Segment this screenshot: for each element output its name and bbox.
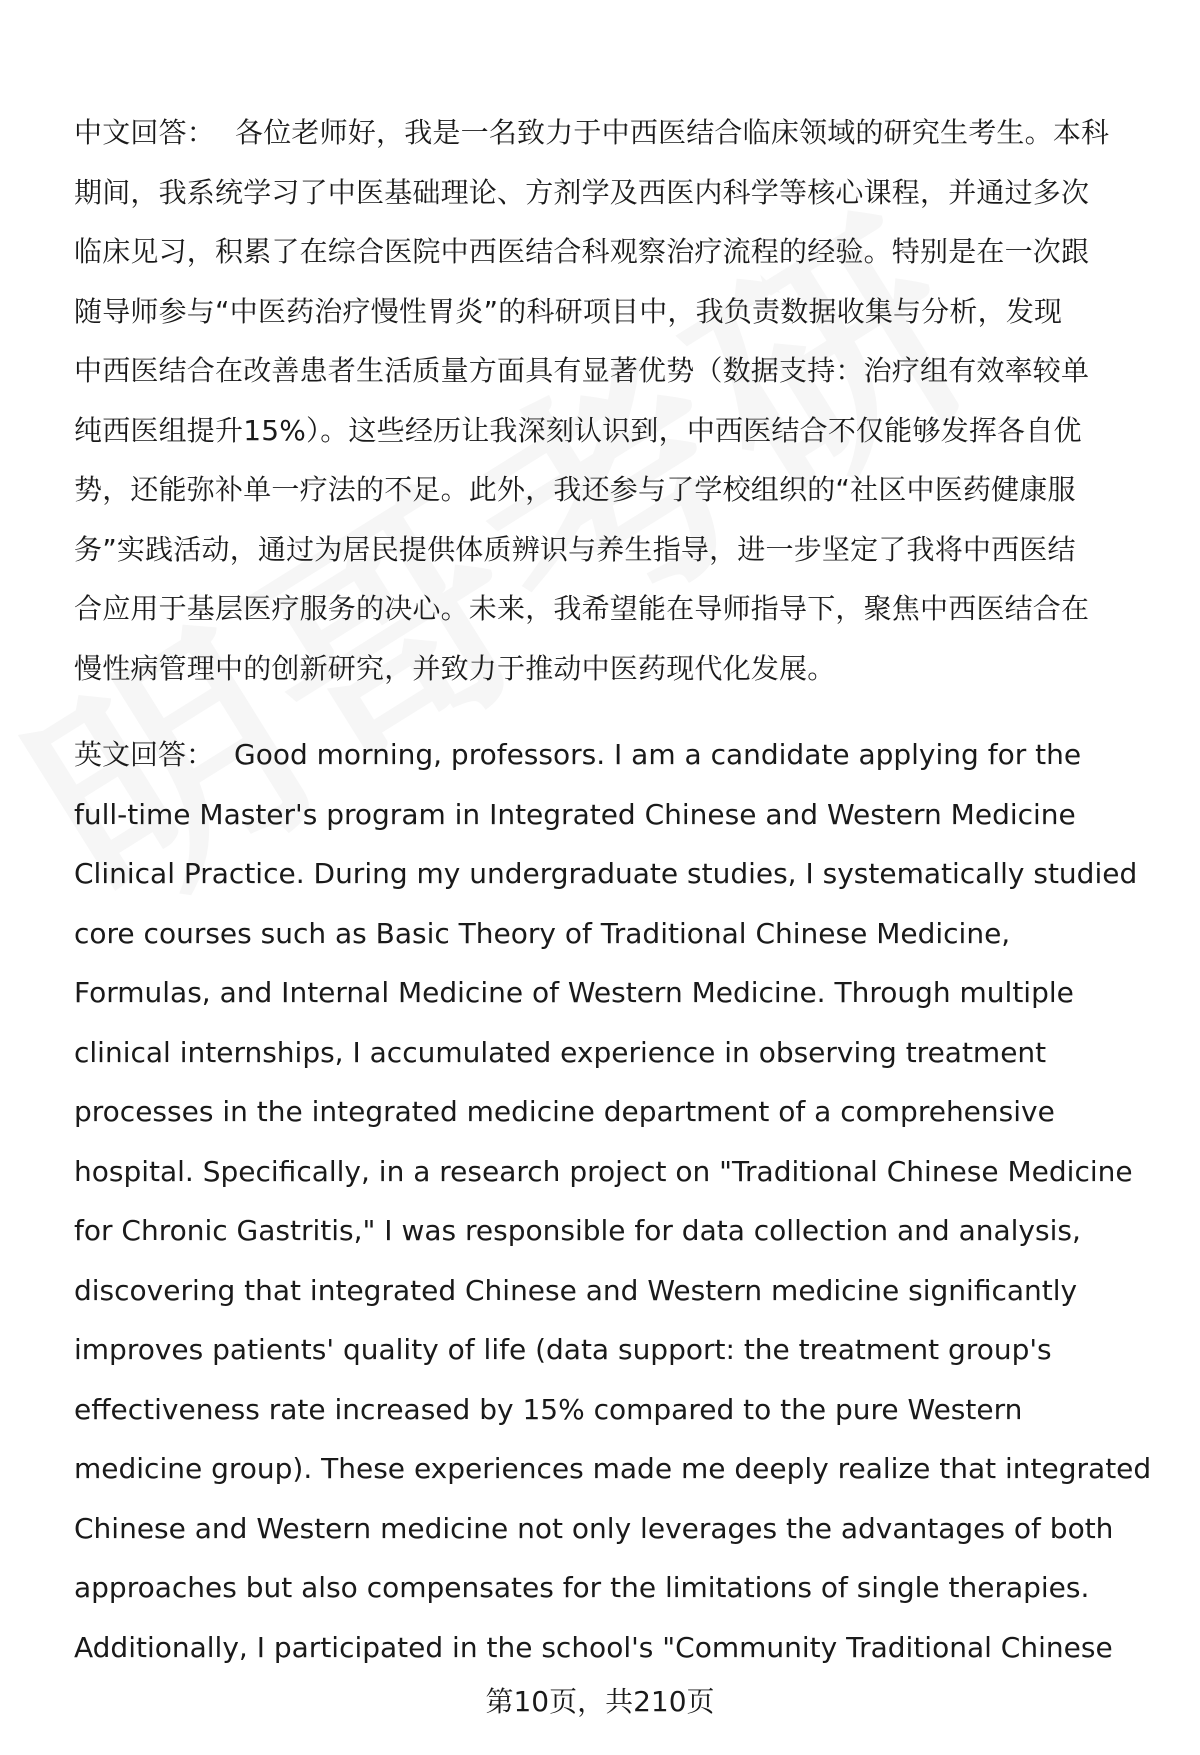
chinese-answer-text: 各位老师好，我是一名致力于中西医结合临床领域的研究生考生。本科 期间，我系统学习了中医基础理论、方剂学及西医内科学等核心课程，并通过多次 临床见习，积累了在综合医院中西医结合科观察治疗流程的经验。特别是在一次跟 随导师参与“中医药治疗慢性胃炎”的科研项目中，我负责数据收集与分析，发现 中西医结合在改善患者生活质量方面具有显著优势（数据支持：治疗组有效率较单 纯西医组提升15%）。这些经历让我深刻认识到，中西医结合不仅能够发挥各自优 势，还能弥补单一疗法的不足。此外，我还参与了学校组织的“社区中医药健康服 务”实践活动，通过为居民提供体质辨识与养生指导，进一步坚定了我将中西医结 合应用于基层医疗服务的决心。未来，我希望能在导师指导下，聚焦中西医结合在 慢性病管理中的创新研究，并致力于推动中医药现代化发展。 — [74, 116, 1110, 685]
chinese-answer-paragraph — [74, 103, 1164, 698]
english-answer-label: 英文回答： — [74, 738, 215, 771]
page-indicator: 第10页，共210页 — [485, 1685, 715, 1718]
english-answer-paragraph — [74, 725, 1164, 1677]
english-answer-text: Good morning, professors. I am a candidate applying for the full-time Master's program in Integrated Chinese and Western Medicine Clinical Practice. During my undergraduate studies, I systematically studied core courses such as Basic Theory of Traditional Chinese Medicine, Formulas, and Internal Medicine of Western Medicine. Through multiple clinical internships, I accumulated experience in observing treatment processes in the integrated medicine department of a comprehensive hospital. Specifically, in a research project on "Traditional Chinese Medicine for Chronic Gastritis," I was responsible for data collection and analysis, discovering that integrated Chinese and Western medicine significantly improves patients' quality of life (data support: the treatment group's effectiveness rate increased by 15% compared to the pure Western medicine group). These experiences made me deeply realize that integrated Chinese and Western medicine not only leverages the advantages of both approaches but also compensates for the limitations of single therapies. Additionally, I participated in the school's "Community Traditional Chinese — [74, 738, 1152, 1664]
chinese-answer-label: 中文回答： — [74, 116, 216, 149]
